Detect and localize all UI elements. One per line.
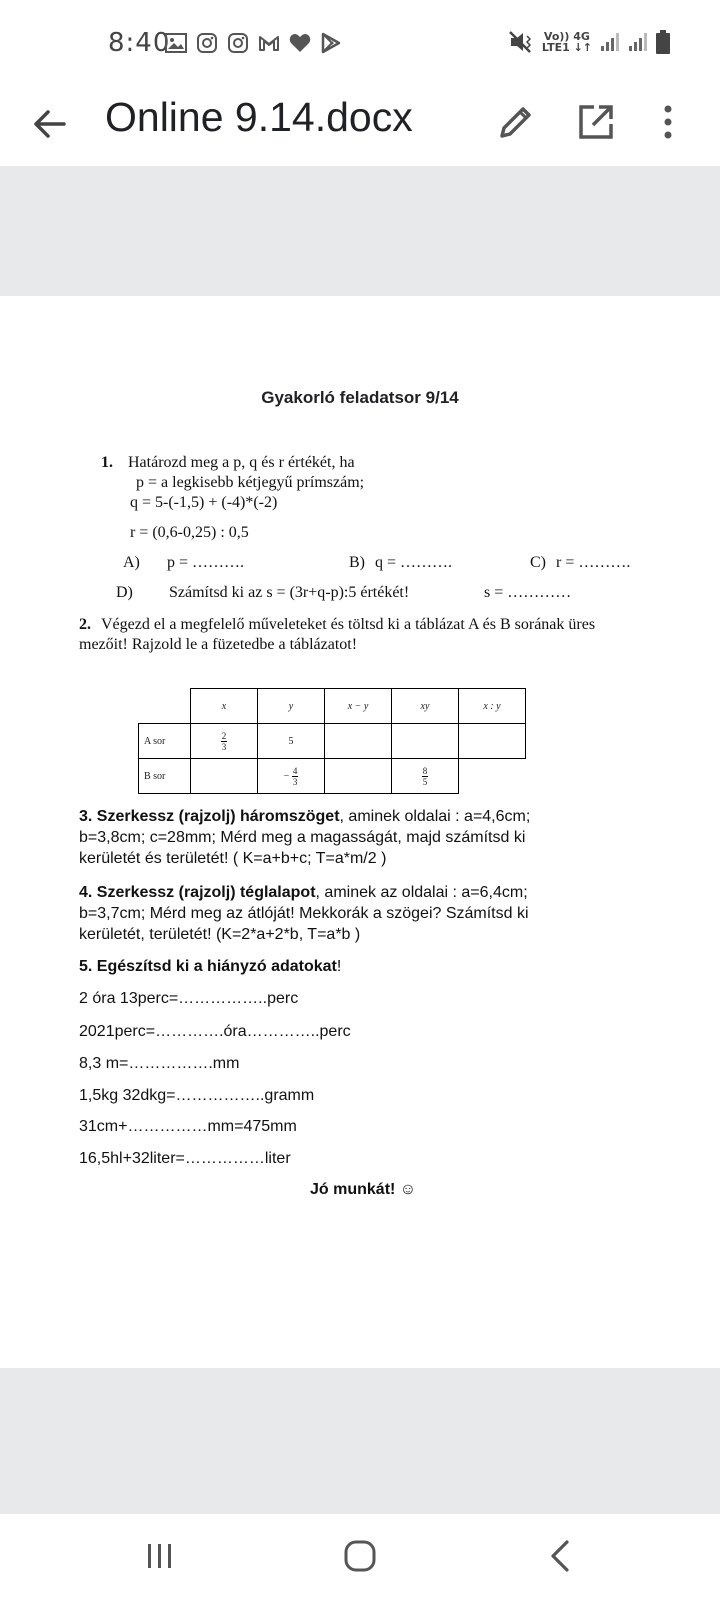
row-label: B sor xyxy=(139,759,191,794)
task5-heading: 5. Egészítsd ki a hiányzó adatokat! xyxy=(79,958,342,975)
table-cell xyxy=(191,724,258,759)
task4-line2: b=3,7cm; Mérd meg az átlóját! Mekkorák a szögei? Számítsd ki xyxy=(79,905,529,922)
fraction: $\frac{4}{3}$ xyxy=(292,765,298,787)
home-icon[interactable] xyxy=(335,1534,385,1578)
recent-apps-icon[interactable] xyxy=(135,1534,185,1578)
table-header-cell: x − y xyxy=(325,689,392,724)
task1-line3: q = 5-(-1,5) + (-4)*(-2) xyxy=(130,494,278,511)
task1-line4: r = (0,6-0,25) : 0,5 xyxy=(130,524,249,541)
open-external-icon[interactable] xyxy=(574,100,618,144)
table-cell xyxy=(258,759,325,794)
network-indicator xyxy=(542,31,592,53)
network-type-top: Vo)) 4G xyxy=(543,30,590,43)
task4-line1: 4. Szerkessz (rajzolj) téglalapot, aminek az oldalai : a=6,4cm; xyxy=(79,884,528,901)
battery-icon xyxy=(656,30,670,54)
app-bar xyxy=(0,88,720,166)
table-cell xyxy=(325,724,392,759)
gmail-icon xyxy=(258,34,280,52)
table-row xyxy=(139,759,526,794)
table-header-cell: xy xyxy=(392,689,459,724)
document-page[interactable] xyxy=(0,296,720,1368)
row-label: A sor xyxy=(139,724,191,759)
task3-line3: kerületét és területét! ( K=a+b+c; T=a*m/2 ) xyxy=(79,850,387,867)
worksheet-title: Gyakorló feladatsor 9/14 xyxy=(261,388,459,407)
task5-item: 16,5hl+32liter=……………liter xyxy=(79,1150,291,1167)
table-header-cell: x xyxy=(191,689,258,724)
table-cell xyxy=(325,759,392,794)
network-type-bottom: LTE1 ↓↑ xyxy=(541,41,592,54)
table-row xyxy=(139,724,526,759)
task3-line2: b=3,8cm; c=28mm; Mérd meg a magasságát, majd számítsd ki xyxy=(79,829,526,846)
system-status-icons xyxy=(508,30,670,54)
task1-number: 1. xyxy=(101,454,113,471)
signal-icon xyxy=(600,32,620,52)
back-arrow-icon[interactable] xyxy=(30,104,70,144)
task5-item: 2021perc=………….óra…………..perc xyxy=(79,1023,351,1040)
closing-text: Jó munkát! ☺ xyxy=(310,1181,417,1198)
task5-item: 8,3 m=…………….mm xyxy=(79,1055,240,1072)
task2-line2: mezőit! Rajzold le a füzetedbe a táblázatot! xyxy=(79,636,358,653)
fraction: $\frac{8}{5}$ xyxy=(422,765,428,787)
task1-c-text: r = ………. xyxy=(556,554,631,571)
heart-icon xyxy=(289,33,311,53)
signal-icon xyxy=(628,32,648,52)
edit-icon[interactable] xyxy=(494,100,538,144)
task1-d-label: D) xyxy=(116,584,133,601)
more-vert-icon[interactable] xyxy=(646,100,690,144)
task1-a-label: A) xyxy=(123,554,140,571)
task5-item: 1,5kg 32dkg=……………..gramm xyxy=(79,1087,315,1104)
table-header-row xyxy=(139,689,526,724)
task1-c-label: C) xyxy=(530,554,546,571)
task1-line1: Határozd meg a p, q és r értékét, ha xyxy=(128,454,355,471)
minus-sign: − xyxy=(283,770,290,782)
task1-a-text: p = ………. xyxy=(167,554,245,571)
values-table xyxy=(138,688,526,794)
table-cell: 5 xyxy=(258,724,325,759)
task1-line2: p = a legkisebb kétjegyű prímszám; xyxy=(136,474,365,491)
table-header-cell: y xyxy=(258,689,325,724)
table-cell xyxy=(392,724,459,759)
status-bar xyxy=(0,0,720,88)
task3-line1: 3. Szerkessz (rajzolj) háromszöget, aminek oldalai : a=4,6cm; xyxy=(79,808,531,825)
document-title: Online 9.14.docx xyxy=(105,94,413,140)
instagram-icon xyxy=(227,32,249,54)
table-header-cell: x : y xyxy=(459,689,526,724)
task1-d-answer: s = ………… xyxy=(484,584,572,601)
back-icon[interactable] xyxy=(535,1534,585,1578)
task2-number: 2. xyxy=(79,616,91,633)
task1-d-text: Számítsd ki az s = (3r+q-p):5 értékét! xyxy=(169,584,410,601)
gallery-icon xyxy=(165,33,187,53)
table-cell xyxy=(191,759,258,794)
instagram-icon xyxy=(196,32,218,54)
task5-item: 31cm+……………mm=475mm xyxy=(79,1118,297,1135)
status-time: 8:40 xyxy=(108,28,171,58)
play-store-icon xyxy=(320,32,342,54)
task4-line3: kerületét, területét! (K=2*a+2*b, T=a*b ) xyxy=(79,926,361,943)
task1-b-label: B) xyxy=(349,554,365,571)
table-cell xyxy=(459,724,526,759)
task5-item: 2 óra 13perc=……………..perc xyxy=(79,990,299,1007)
fraction: $\frac{2}{3}$ xyxy=(221,730,227,752)
task1-b-text: q = ………. xyxy=(375,554,453,571)
navigation-bar xyxy=(0,1514,720,1600)
table-cell xyxy=(392,759,459,794)
notification-icons xyxy=(165,32,342,54)
task2-line1: Végezd el a megfelelő műveleteket és töltsd ki a táblázat A és B sorának üres xyxy=(101,616,596,633)
mute-vibrate-icon xyxy=(508,30,534,54)
